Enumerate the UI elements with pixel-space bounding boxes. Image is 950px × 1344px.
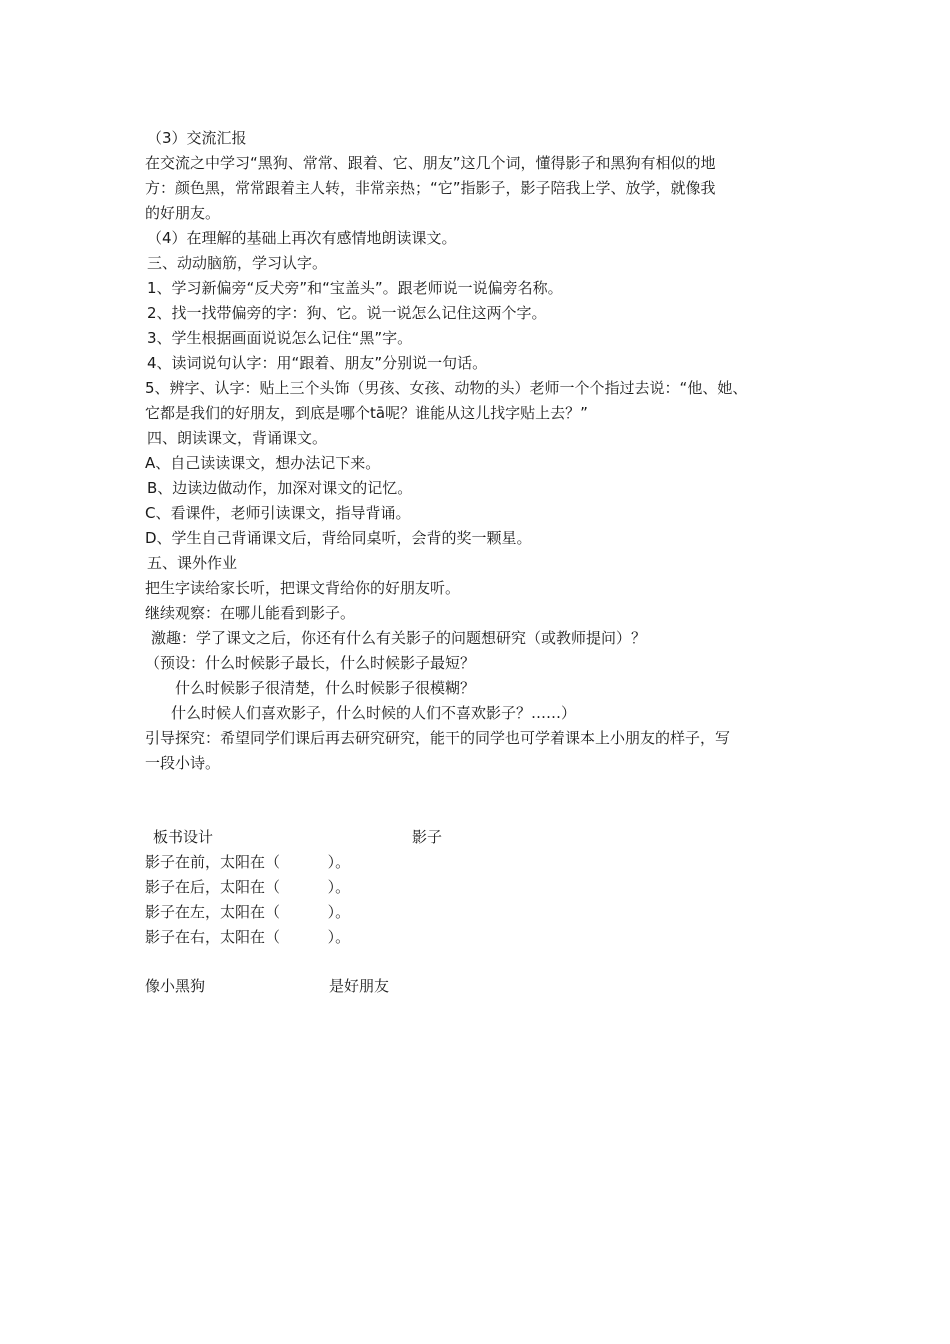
section-heading-five: 五、课外作业 bbox=[147, 554, 238, 572]
blackboard-footer-right: 是好朋友 bbox=[329, 977, 390, 995]
paragraph-line: 引导探究：希望同学们课后再去研究研究，能干的同学也可学着课本上小朋友的样子，写 bbox=[145, 729, 731, 747]
paragraph-line: 方：颜色黑，常常跟着主人转，非常亲热；“它”指影子，影子陪我上学、放学，就像我 bbox=[145, 179, 716, 197]
section-heading-four: 四、朗读课文，背诵课文。 bbox=[147, 429, 328, 447]
blackboard-footer-left: 像小黑狗 bbox=[145, 977, 206, 995]
blackboard-title: 影子 bbox=[412, 828, 443, 846]
paragraph-line: 什么时候影子很清楚，什么时候影子很模糊？ bbox=[175, 679, 476, 697]
paragraph-line: 把生字读给家长听，把课文背给你的好朋友听。 bbox=[145, 579, 461, 597]
list-item: B、边读边做动作，加深对课文的记忆。 bbox=[147, 479, 413, 497]
list-item: C、看课件，老师引读课文，指导背诵。 bbox=[145, 504, 411, 522]
section-heading-three: 三、动动脑筋，学习认字。 bbox=[147, 254, 328, 272]
section-heading-exchange-report: （3）交流汇报 bbox=[147, 129, 247, 147]
blackboard-row: 影子在右，太阳在（ ）。 bbox=[145, 928, 351, 946]
paragraph-line: 激趣：学了课文之后，你还有什么有关影子的问题想研究（或教师提问）？ bbox=[151, 629, 647, 647]
paragraph-line: （预设：什么时候影子最长，什么时候影子最短？ bbox=[145, 654, 476, 672]
blackboard-row: 影子在前，太阳在（ ）。 bbox=[145, 853, 351, 871]
list-item: 1、学习新偏旁“反犬旁”和“宝盖头”。跟老师说一说偏旁名称。 bbox=[147, 279, 563, 297]
paragraph-line: 在交流之中学习“黑狗、常常、跟着、它、朋友”这几个词，懂得影子和黑狗有相似的地 bbox=[145, 154, 716, 172]
list-item: 2、找一找带偏旁的字：狗、它。说一说怎么记住这两个字。 bbox=[147, 304, 547, 322]
list-item: A、自己读读课文，想办法记下来。 bbox=[145, 454, 381, 472]
blackboard-row: 影子在左，太阳在（ ）。 bbox=[145, 903, 351, 921]
list-item: 3、学生根据画面说说怎么记住“黑”字。 bbox=[147, 329, 413, 347]
paragraph-line: 一段小诗。 bbox=[145, 754, 221, 772]
list-item: D、学生自己背诵课文后，背给同桌听，会背的奖一颗星。 bbox=[145, 529, 532, 547]
blackboard-row: 影子在后，太阳在（ ）。 bbox=[145, 878, 351, 896]
section-heading-reading: （4）在理解的基础上再次有感情地朗读课文。 bbox=[147, 229, 457, 247]
list-item: 5、辨字、认字：贴上三个头饰（男孩、女孩、动物的头）老师一个个指过去说：“他、她、 bbox=[145, 379, 748, 397]
list-item: 4、读词说句认字：用“跟着、朋友”分别说一句话。 bbox=[147, 354, 488, 372]
paragraph-line: 它都是我们的好朋友，到底是哪个tā呢？谁能从这儿找字贴上去？” bbox=[145, 404, 588, 422]
paragraph-line: 什么时候人们喜欢影子，什么时候的人们不喜欢影子？……） bbox=[171, 704, 577, 722]
blackboard-heading: 板书设计 bbox=[153, 828, 214, 846]
paragraph-line: 继续观察：在哪儿能看到影子。 bbox=[145, 604, 356, 622]
paragraph-line: 的好朋友。 bbox=[145, 204, 221, 222]
